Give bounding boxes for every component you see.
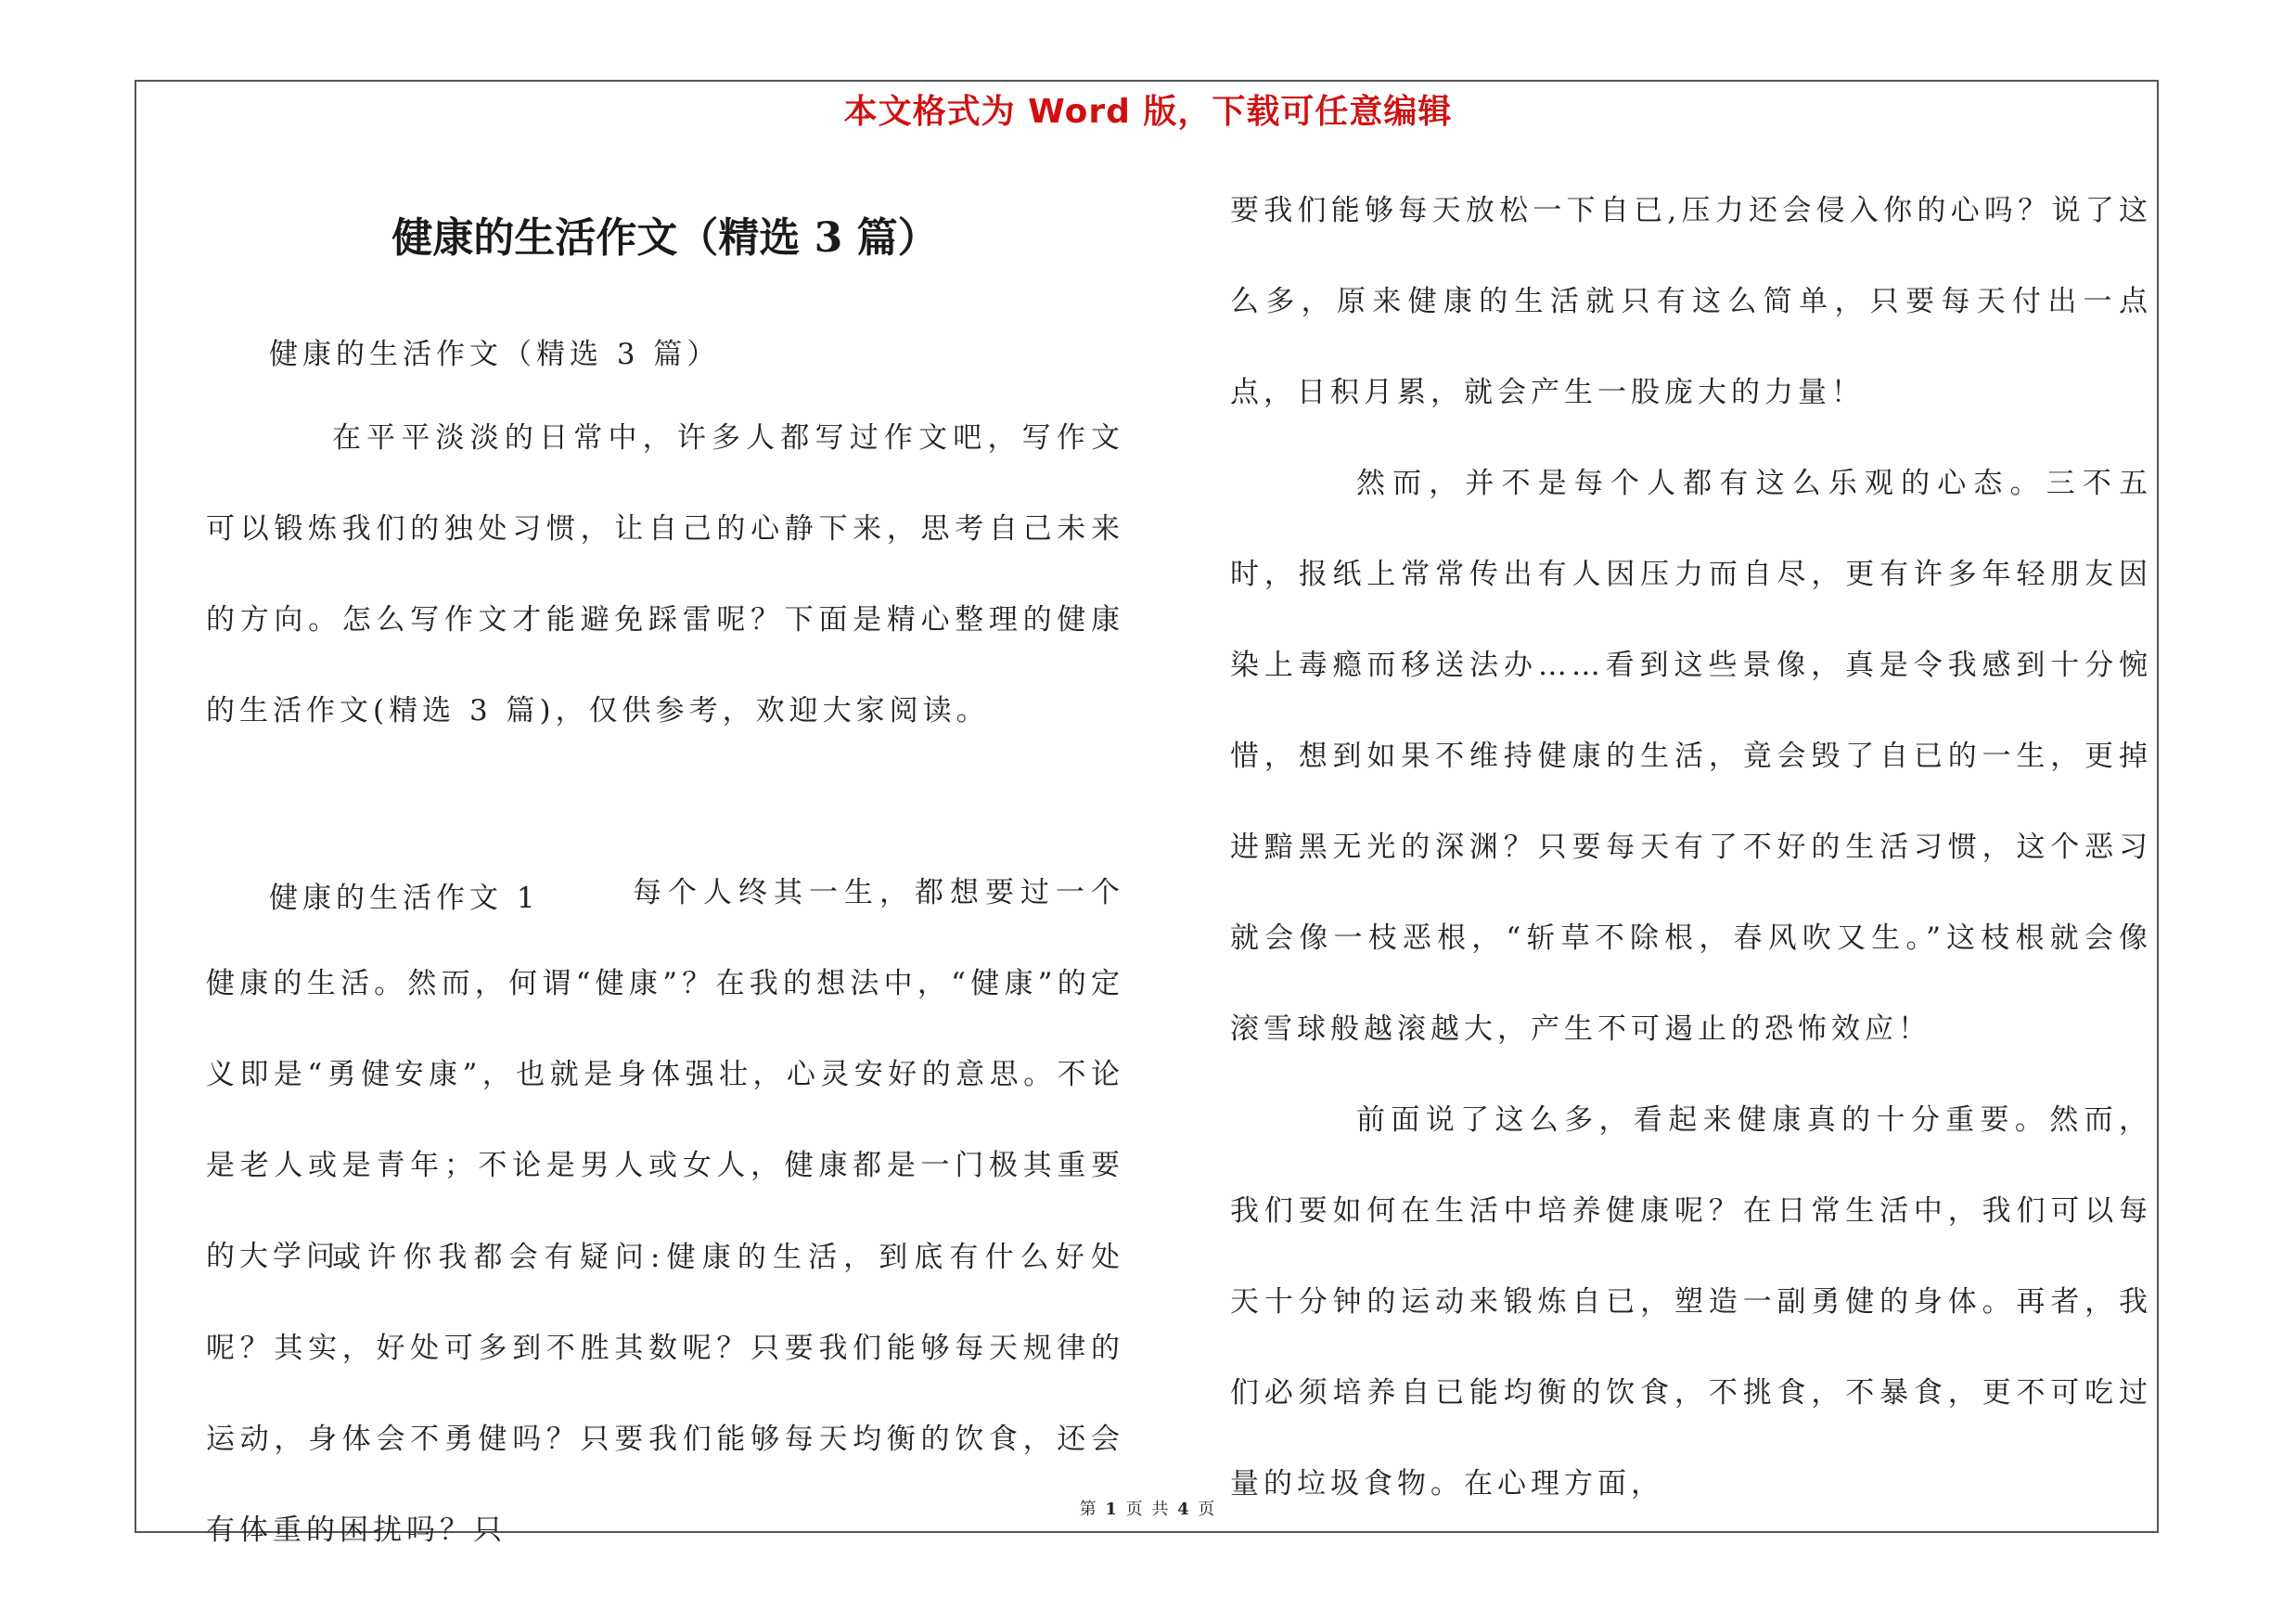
footer-total-pages: 4: [1177, 1500, 1191, 1519]
right-paragraph-2: 然而，并不是每个人都有这么乐观的心态。三不五时，报纸上常常传出有人因压力而自尽，更有许多年轻朋友因染上毒瘾而移送法办……看到这些景像，真是令我感到十分惋惜，想到如果不维持健康的生活，竟会毁了自已的一生，更掉进黯黑无光的深渊？只要每天有了不好的生活习惯，这个恶习就会像一枝恶根，“斩草不除根，春风吹又生。”这枝根就会像滚雪球般越滚越大，产生不可遏止的恐怖效应！: [1230, 467, 2152, 1046]
footer-prefix: 第: [1079, 1500, 1098, 1519]
document-title: 健康的生活作文（精选 3 篇）: [391, 214, 939, 262]
essay1-paragraph-2: 或许你我都会有疑问:健康的生活，到底有什么好处呢？其实，好处可多到不胜其数呢？只要我们能够每天规律的运动，身体会不勇健吗？只要我们能够每天均衡的饮食，还会有体重的困扰吗？只: [206, 1241, 1124, 1547]
essay1-heading: 健康的生活作文 1: [269, 882, 540, 915]
footer-mid: 页 共: [1125, 1500, 1171, 1519]
document-subtitle: 健康的生活作文（精选 3 篇）: [269, 338, 721, 371]
format-banner: 本文格式为 Word 版，下载可任意编辑: [843, 93, 1453, 131]
footer-suffix: 页: [1198, 1500, 1217, 1519]
page-footer: [0, 1496, 2296, 1520]
intro-paragraph: 在平平淡淡的日常中，许多人都写过作文吧，写作文可以锻炼我们的独处习惯，让自己的心静下来，思考自己未来的方向。怎么写作文才能避免踩雷呢？下面是精心整理的健康的生活作文(精选 3 篇)，仅供参考，欢迎大家阅读。: [206, 421, 1124, 728]
right-paragraph-3: 前面说了这么多，看起来健康真的十分重要。然而，我们要如何在生活中培养健康呢？在日常生活中，我们可以每天十分钟的运动来锻炼自已，塑造一副勇健的身体。再者，我们必须培养自已能均衡的饮食，不挑食，不暴食，更不可吃过量的垃圾食物。在心理方面，: [1230, 1103, 2152, 1501]
footer-page-number: 1: [1105, 1500, 1119, 1519]
essay1-paragraph-1: 每个人终其一生，都想要过一个健康的生活。然而，何谓“健康”？在我的想法中，“健康”的定义即是“勇健安康”，也就是身体强壮，心灵安好的意思。不论是老人或是青年；不论是男人或女人，健康都是一门极其重要的大学问。: [206, 876, 1124, 1273]
right-paragraph-1: 要我们能够每天放松一下自已,压力还会侵入你的心吗？说了这么多，原来健康的生活就只有这么简单，只要每天付出一点点，日积月累，就会产生一股庞大的力量！: [1230, 194, 2152, 409]
